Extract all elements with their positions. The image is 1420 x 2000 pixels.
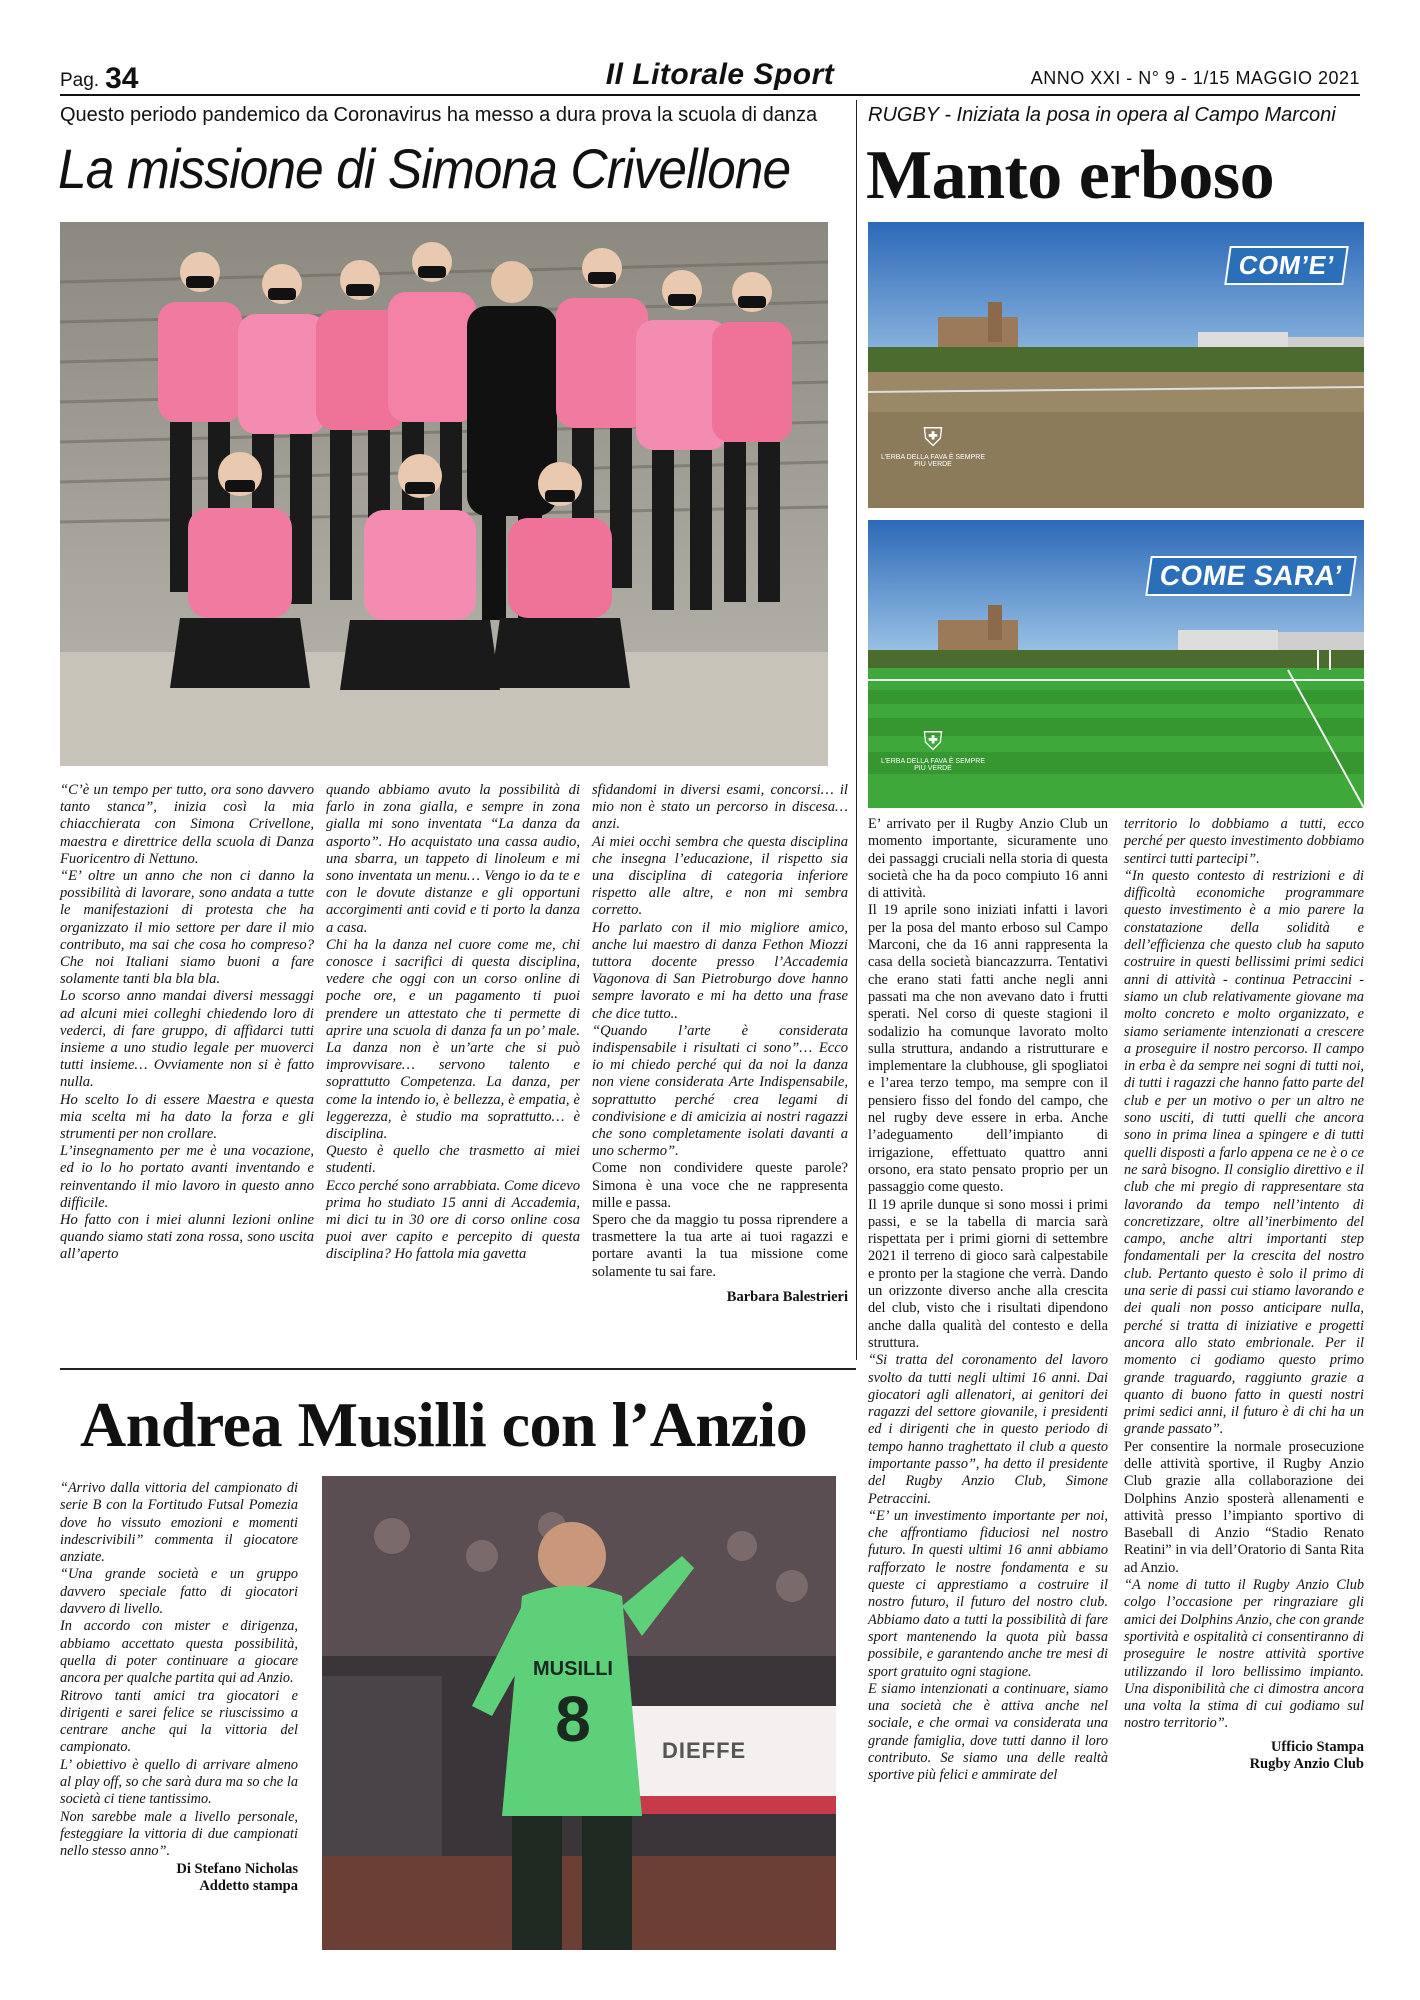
paragraph: Per consentire la normale prosecuzione delle attività sportive, il Rugby Anzio Club grazie alla collaborazione dei Dolphins Anzio sposterà allenamenti e attività presso l’impianto sportivo di Baseball di Anzio “Stadio Renato Reatini” in via dell’Oratorio di Santa Rita ad Anzio. [1124, 1438, 1364, 1576]
sponsor-banner: DIEFFE [662, 1738, 747, 1763]
paragraph: Il 19 aprile sono iniziati infatti i lavori per la posa del manto erboso sul Campo Marconi, che da 16 anni rappresenta la casa della società biancazzurra. Tentativi che erano stati fatti anche negli anni passati ma che non avevano dato i frutti sperati. Nel corso di queste stagioni il sodalizio ha comunque lavorato molto sulla struttura, andando a ristrutturare e implementare la clubhouse, gli spogliatoi e l’area terzo tempo, ma sempre con il pensiero fisso del fondo del campo, che nel rugby deve essere in erba. Anche l’adeguamento dell’impianto di irrigazione, effettuato quattro anni orsono, era stato pensato proprio per un passaggio come questo. [868, 902, 1108, 1196]
paragraph: L’ obiettivo è quello di arrivare almeno al play off, so che sarà dura ma so che la società ci tiene tantissimo. [60, 1756, 298, 1808]
paragraph: E’ arrivato per il Rugby Anzio Club un momento importante, sicuramente uno dei passaggi cruciali nella storia di questa società che ha da poco compiuto 16 anni di attività. [868, 816, 1108, 902]
paragraph: “In questo contesto di restrizioni e di difficoltà economiche programmare questo investimento è a mio parere la constatazione della solidità e dell’efficienza che questo club ha saputo costruire in questi bellissimi primi sedici anni di attività - continua Petraccini - siamo un club relativamente giovane ma molto concreto e molto organizzato, e siamo seriamente intenzionati a crescere a proseguire il nostro percorso. Il campo in erba è da sempre nei sogni di tutti noi, di tutti i ragazzi che hanno fatto parte del club e per un motivo o per un altro ne sono usciti, di tutti quelli che ancora sono in prima linea a spingere e di tutti quelli disposti a farlo appena ce ne è o ce ne sarà bisogno. Il consiglio direttivo e il club che mi pregio di rappresentare sta lavorando da tempo nell’intento di concretizzare, oltre all’inerbimento del campo, anche altri importanti step fondamentali per la crescita del nostro club. Pertanto questo è solo il primo di una serie di passi cui stiamo lavorando e dei quali non posso anticipare nulla, perché si tratta di iniziative e progetti ancora allo stato embrionale. Per il momento ci godiamo questo primo grande traguardo, raggiunto grazie a quanto di buono fatto in questi nostri primi sedici anni, il futuro è di chi ha un grande passato”. [1124, 867, 1364, 1438]
dance-headline: La missione di Simona Crivellone [58, 137, 791, 200]
paragraph: “C’è un tempo per tutto, ora sono davvero tanto stanca”, inizia così la mia chiacchierata con Simona Crivellone, maestra e direttrice della scuola di Danza Fuoricentro di Nettuno. [60, 782, 314, 867]
futsal-column [60, 1480, 298, 1895]
rugby-signature: Ufficio Stampa Rugby Anzio Club [1249, 1738, 1364, 1772]
paragraph: Ho scelto Io di essere Maestra e questa mia scelta mi ha dato la forza e gli strumenti per non crollare. [60, 1091, 314, 1143]
rugby-column-2 [1124, 816, 1364, 1773]
header-rule [60, 94, 1360, 96]
dance-column-3 [592, 782, 848, 1306]
jersey-name: MUSILLI [533, 1658, 613, 1680]
paragraph: sfidandomi in diversi esami, concorsi… il mio non è stato un percorso in discesa…anzi. [592, 782, 848, 833]
shield-icon: ⛨ [923, 726, 943, 756]
paragraph: “A nome di tutto il Rugby Anzio Club colgo l’occasione per ringraziare gli amici dei Dolphins Anzio, che con grande sportività e ospitalità ci consentiranno di proseguire le nostre attività sportive utilizzando il loro bellissimo impianto. Una disponibilità che ci dimostra ancora una volta la stima di cui godiamo sul nostro territorio”. [1124, 1577, 1364, 1732]
dance-column-2 [326, 782, 580, 1264]
shield-icon: ⛨ [923, 422, 943, 452]
paragraph: “Quando l’arte è considerata indispensabile i risultati ci sono”… Ecco io mi chiedo perché qui da noi la danza non viene considerata Arte Indispensabile, soprattutto perché crea legami di condivisione e di amicizia ai nostri ragazzi che sono completamente isolati davanti a uno schermo”. [592, 1022, 848, 1160]
dance-signature: Barbara Balestrieri [726, 1288, 848, 1305]
rugby-kicker: RUGBY - Iniziata la posa in opera al Campo Marconi [868, 104, 1336, 126]
futsal-signature: Di Stefano Nicholas Addetto stampa [176, 1860, 298, 1894]
paragraph: “Arrivo dalla vittoria del campionato di serie B con la Fortitudo Futsal Pomezia dove ho vissuto emozioni e momenti indescrivibili” commenta il giocatore anziate. [60, 1480, 298, 1566]
paragraph: E siamo intenzionati a continuare, siamo una società che è attiva anche nel sociale, e che ormai va considerata una grande famiglia, dove tutti danno il loro contributo. Se siamo una delle realtà sportive più felici e ammirate del [868, 1680, 1108, 1784]
rugby-logo: ⛨ L’ERBA DELLA FAVA È SEMPRE PIÙ VERDE [878, 726, 988, 772]
paragraph: L’insegnamento per me è una vocazione, ed io lo ho portato avanti inventando e reinventando il mio lavoro in questo anno difficile. [60, 1143, 314, 1211]
badge-now: COM’E’ [1224, 246, 1349, 285]
paragraph: quando abbiamo avuto la possibilità di farlo in zona gialla, e sempre in zona gialla mi sono inventata “La danza da asporto”. Ho acquistato una cassa audio, una sbarra, un tappeto di linoleum e mi sono inventata un menu… Vengo io da te e con le dovute distanze e gli opportuni accorgimenti anti covid e ti porto la danza a casa. [326, 782, 580, 936]
paragraph: territorio lo dobbiamo a tutti, ecco perché per questo investimento dobbiamo sentirci tutti partecipi”. [1124, 816, 1364, 867]
jersey-number: 8 [555, 1683, 591, 1755]
rugby-column-1 [868, 816, 1108, 1785]
dance-group-photo [60, 222, 828, 766]
column-divider [856, 100, 857, 1360]
paragraph: “Si tratta del coronamento del lavoro svolto da tutti negli ultimi 16 anni. Dai giocatori agli allenatori, ai genitori dei ragazzi del settore giovanile, i presidenti ed i dirigenti che in questo periodo di tempo hanno traghettato il club a questo importante passo”, ha detto il presidente del Rugby Anzio Club, Simone Petraccini. [868, 1352, 1108, 1507]
paragraph: Ai miei occhi sembra che questa disciplina che insegna l’educazione, il rispetto sia una disciplina di categoria inferiore rispetto alle altre, e non mi sembra corretto. [592, 833, 848, 919]
masthead: Il Litorale Sport [605, 58, 835, 91]
paragraph: Questo è quello che trasmetto ai miei studenti. [326, 1143, 580, 1177]
rugby-field-future-photo [868, 520, 1364, 808]
dance-column-1 [60, 782, 314, 1264]
rugby-field-now-photo [868, 222, 1364, 508]
paragraph: Come non condividere queste parole? Simona è una voce che ne rappresenta mille e passa. [592, 1160, 848, 1211]
paragraph: In accordo con mister e dirigenza, abbiamo accettato questa possibilità, quella di poter continuare a giocare ancora per qualche partita qui ad Anzio. [60, 1618, 298, 1687]
futsal-player-photo [322, 1476, 836, 1950]
paragraph: Non sarebbe male a livello personale, festeggiare la vittoria di due campionati nello stesso anno”. [60, 1808, 298, 1860]
dance-kicker: Questo periodo pandemico da Coronavirus ha messo a dura prova la scuola di danza [60, 104, 818, 126]
paragraph: “E’ un investimento importante per noi, che affrontiamo fiduciosi nel nostro futuro. In questi ultimi 16 anni abbiamo rafforzato le nostre fondamenta e su queste ci apprestiamo a costruire il nostro futuro, il futuro del nostro club. Abbiamo dato a tutti la possibilità di fare sport mantenendo la quota più bassa possibile, e garantendo anche tre mesi di sport gratuito ogni stagione. [868, 1507, 1108, 1680]
paragraph: “E’ oltre un anno che non ci danno la possibilità di lavorare, sono andata a tutte le manifestazioni di protesta che ha organizzato il mio settore per dare il mio contributo, ma sai che cosa ho compreso? Che noi Italiani siamo buoni a fare solamente tanti bla bla bla. [60, 868, 314, 988]
paragraph: Spero che da maggio tu possa riprendere a trasmettere la tua arte ai tuoi ragazzi e portare avanti la tua missione come solamente tu sai fare. [592, 1212, 848, 1280]
rugby-logo: ⛨ L’ERBA DELLA FAVA È SEMPRE PIÙ VERDE [878, 422, 988, 468]
paragraph: Il 19 aprile dunque si sono mossi i primi passi, e se la tabella di marcia sarà rispettata per i primi giorni di settembre 2021 il terreno di gioco sarà calpestabile e pronto per la stagione che verrà. Dando un orizzonte diverso anche alla crescita del club, visto che i risultati dipendono anche dalla qualità del contesto e della struttura. [868, 1196, 1108, 1351]
badge-future: COME SARA’ [1145, 556, 1357, 596]
page-number: Pag. 34 [60, 62, 139, 95]
paragraph: Chi ha la danza nel cuore come me, chi conosce i sacrifici di questa disciplina, vedere che oggi con un corso online di poche ore, e un pagamento ti puoi prendere un attestato che ti permette di aprire una scuola di danza fa un po’ male. La danza non è un’arte che si può improvvisare… servono talento e soprattutto Competenza. La danza, per come la intendo io, è bellezza, è empatia, è leggerezza, è studio ma soprattutto… è disciplina. [326, 936, 580, 1143]
paragraph: “Una grande società e un gruppo davvero speciale fatto di giocatori davvero di livello. [60, 1566, 298, 1618]
paragraph: Ho fatto con i miei alunni lezioni online quando siamo stati zona rossa, sono uscita all’aperto [60, 1212, 314, 1263]
issue-line: ANNO XXI - N° 9 - 1/15 MAGGIO 2021 [1030, 68, 1360, 88]
futsal-headline: Andrea Musilli con l’Anzio [80, 1389, 808, 1460]
section-divider [60, 1368, 856, 1370]
rugby-headline: Manto erboso [866, 137, 1275, 214]
paragraph: Ho parlato con il mio migliore amico, anche lui maestro di danza Fethon Miozzi tuttora docente presso l’Accademia Vagonova di San Pietroburgo dove hanno sempre lavorato e mi ha detto una frase che dice tutto.. [592, 919, 848, 1022]
paragraph: Lo scorso anno mandai diversi messaggi ad alcuni miei colleghi chiedendo loro di vederci, di fare gruppo, di affidarci tutti insieme a uno studio legale per muoverci tutti insieme… Ovviamente non si è fatto nulla. [60, 988, 314, 1091]
paragraph: Ecco perché sono arrabbiata. Come dicevo prima ho studiato 15 anni di Accademia, mi dici tu in 30 ore di corso online cosa puoi aver capito e percepito di questa disciplina? Ho fattola mia gavetta [326, 1177, 580, 1263]
paragraph: Ritrovo tanti amici tra giocatori e dirigenti e sarei felice se riuscissimo a centrare anche qui la vittoria del campionato. [60, 1687, 298, 1756]
